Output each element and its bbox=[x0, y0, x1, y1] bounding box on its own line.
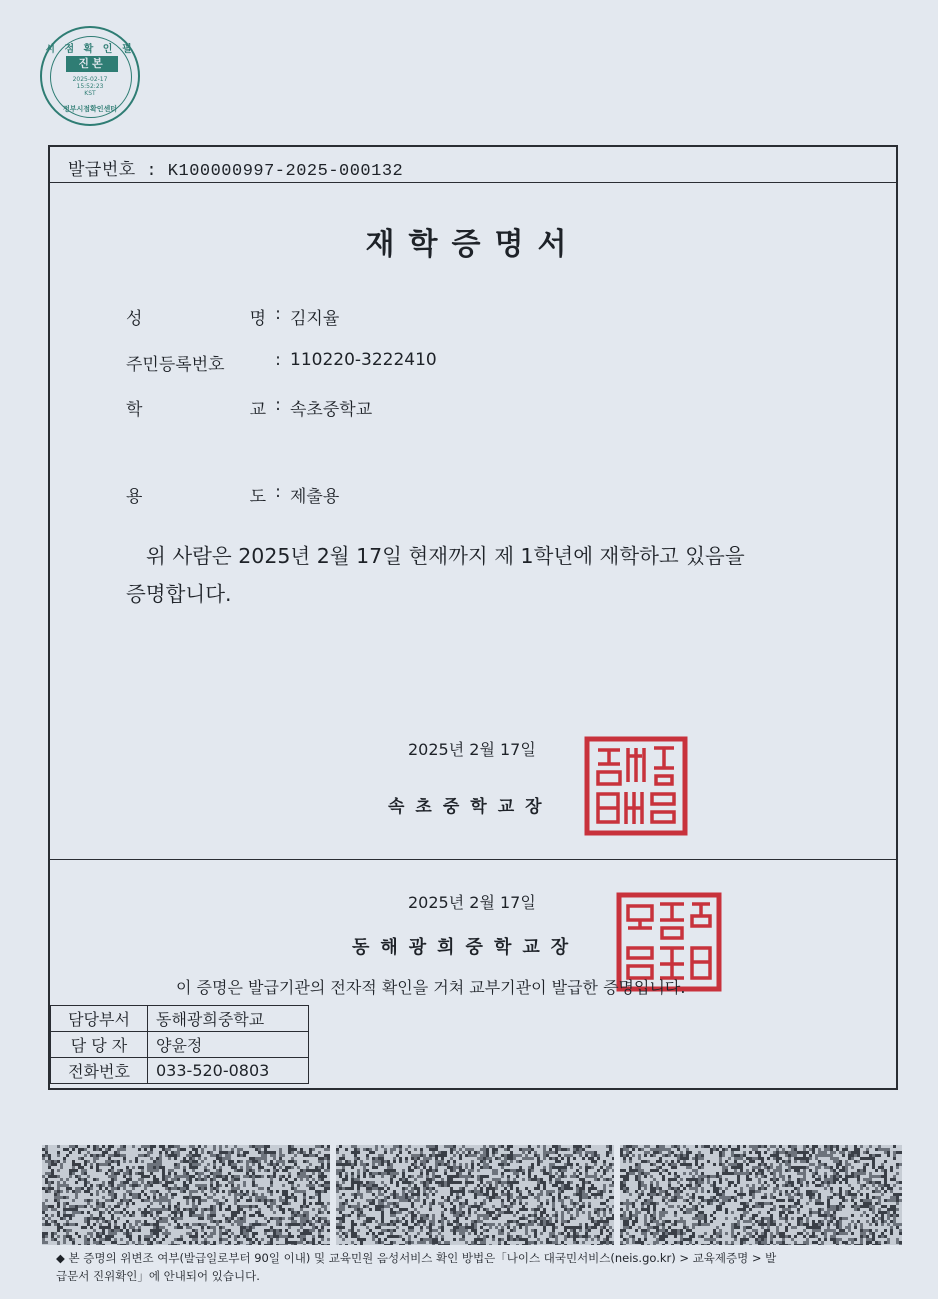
field-name-label bbox=[126, 304, 266, 329]
contact-value: 033-520-0803 bbox=[148, 1058, 309, 1084]
footer-line-2: 급문서 진위확인」에 안내되어 있습니다. bbox=[56, 1269, 260, 1283]
contact-key: 전화번호 bbox=[51, 1058, 148, 1084]
statement-line-1: 위 사람은 2025년 2월 17일 현재까지 제 1학년에 재학하고 있음을 bbox=[146, 544, 745, 568]
field-school-label-part: 학 bbox=[126, 400, 143, 420]
field-colon: : bbox=[275, 395, 281, 415]
verification-seal-timestamp bbox=[42, 76, 138, 97]
section-divider bbox=[50, 859, 896, 860]
field-colon: : bbox=[275, 304, 281, 324]
contact-key: 담 당 자 bbox=[51, 1032, 148, 1058]
field-school bbox=[126, 395, 372, 420]
verification-barcode-2 bbox=[336, 1145, 614, 1245]
field-resident-number-value: 110220-3222410 bbox=[290, 350, 437, 370]
office-issue-date: 2025년 2월 17일 bbox=[408, 893, 536, 912]
field-school-value: 속초중학교 bbox=[290, 400, 373, 420]
contact-table bbox=[50, 1005, 309, 1084]
verification-barcode-3 bbox=[620, 1145, 902, 1245]
school-official-seal-icon bbox=[584, 736, 688, 836]
statement-line-2: 증명합니다. bbox=[126, 582, 232, 606]
contact-key: 담당부서 bbox=[51, 1006, 148, 1032]
issue-header bbox=[50, 147, 896, 183]
contact-value: 양윤정 bbox=[148, 1032, 309, 1058]
field-name-value: 김지율 bbox=[290, 309, 340, 329]
contact-row bbox=[51, 1058, 309, 1084]
contact-value: 동해광희중학교 bbox=[148, 1006, 309, 1032]
verification-seal bbox=[40, 26, 140, 126]
field-resident-number bbox=[126, 350, 437, 375]
field-resident-number-label-part: 주민등록번호 bbox=[126, 355, 225, 375]
field-name-label-part: 명 bbox=[249, 309, 266, 329]
field-school-label-part: 교 bbox=[249, 400, 266, 420]
contact-row bbox=[51, 1032, 309, 1058]
field-name-label-part: 성 bbox=[126, 309, 143, 329]
certificate-frame bbox=[48, 145, 898, 1090]
electronic-verification-notice: 이 증명은 발급기관의 전자적 확인을 거쳐 교부기관이 발급한 증명입니다. bbox=[176, 978, 686, 997]
field-colon: : bbox=[275, 350, 281, 370]
footer-line-1: ◆ 본 증명의 위변조 여부(발급일로부터 90일 이내) 및 교육민원 음성서비스 확인 방법은「나이스 대국민서비스(neis.go.kr) > 교육제증명 > 발 bbox=[56, 1251, 777, 1265]
verification-seal-zone: KST bbox=[84, 90, 96, 97]
authenticity-footer bbox=[56, 1249, 896, 1285]
verification-seal-time: 15:52:23 bbox=[76, 83, 104, 90]
issue-date: 2025년 2월 17일 bbox=[408, 740, 536, 759]
verification-seal-top-text: 시 점 확 인 필 bbox=[45, 44, 135, 55]
verification-seal-center-text: 진본 bbox=[66, 56, 118, 72]
field-purpose-label bbox=[126, 482, 266, 507]
contact-row bbox=[51, 1006, 309, 1032]
school-principal: 속초중학교장 bbox=[388, 797, 553, 817]
office-principal: 동해광희중학교장 bbox=[352, 937, 580, 958]
verification-barcode-1 bbox=[42, 1145, 330, 1245]
document-title: 재학증명서 bbox=[365, 227, 581, 262]
issue-number: 발급번호 : K100000997-2025-000132 bbox=[68, 162, 404, 181]
verification-seal-date: 2025-02-17 bbox=[72, 76, 108, 83]
field-purpose-label-part: 도 bbox=[249, 487, 266, 507]
field-resident-number-label bbox=[126, 350, 266, 375]
field-name bbox=[126, 304, 339, 329]
field-purpose-value: 제출용 bbox=[290, 487, 340, 507]
verification-seal-bottom-text: 정부시점확인센터 bbox=[62, 105, 118, 113]
field-colon: : bbox=[275, 482, 281, 502]
field-purpose bbox=[126, 482, 339, 507]
field-purpose-label-part: 용 bbox=[126, 487, 143, 507]
certification-statement bbox=[126, 537, 846, 613]
field-school-label bbox=[126, 395, 266, 420]
